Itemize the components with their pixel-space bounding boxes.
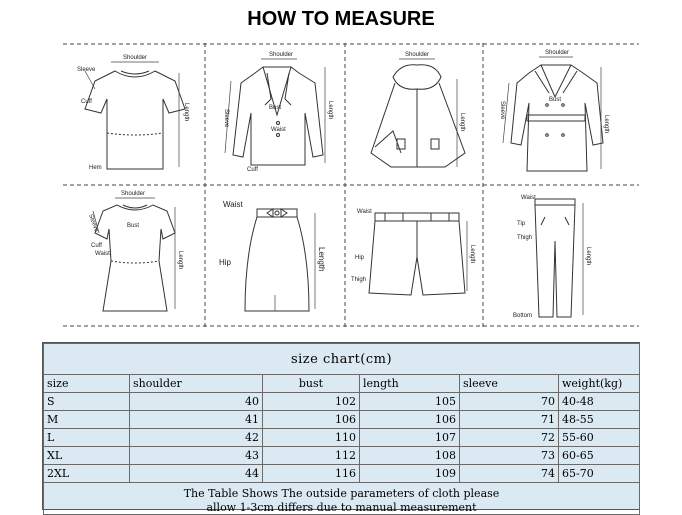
skirt-length-label: Length: [317, 247, 326, 272]
trench-sleeve-label: Sleeve: [499, 101, 505, 120]
table-row: [44, 429, 640, 447]
pants-diagram: [483, 185, 627, 327]
skirt-hip-label: Hip: [219, 258, 232, 267]
bust-cell: 116: [263, 465, 360, 483]
pants-tip-label: Tip: [517, 221, 526, 227]
size-chart-table: [43, 343, 640, 515]
pants-bottom-label: Bottom: [513, 313, 533, 319]
blazer-sleeve-label: Sleeve: [223, 109, 229, 128]
bust-cell: 106: [263, 411, 360, 429]
trench-bust-label: Bust: [549, 97, 562, 103]
trench-length-label: Length: [603, 115, 609, 134]
length-cell: 109: [360, 465, 460, 483]
shoulder-cell: 40: [130, 393, 263, 411]
shoulder-cell: 41: [130, 411, 263, 429]
shoulder-cell: 42: [130, 429, 263, 447]
col-header-bust: bust: [263, 375, 360, 393]
col-header-sleeve: sleeve: [460, 375, 559, 393]
trench-coat-diagram: [483, 43, 627, 185]
weight-cell: 60-65: [559, 447, 640, 465]
page-title: HOW TO MEASURE: [247, 8, 435, 30]
dress-cuff-label: Cuff: [91, 243, 102, 249]
skirt-diagram: [205, 185, 349, 327]
blazer-bust-label: Bust: [269, 105, 282, 111]
shorts-waist-label: Waist: [357, 209, 372, 215]
blazer-cuff-label: Cuff: [247, 167, 258, 173]
skirt-waist-label: Waist: [223, 200, 243, 209]
size-cell: XL: [44, 447, 130, 465]
table-row: [44, 393, 640, 411]
size-chart: [42, 342, 640, 514]
footer-row-1: [44, 483, 640, 501]
length-cell: 105: [360, 393, 460, 411]
tshirt-shoulder-label: Shoulder: [123, 55, 148, 61]
pants-waist-label: Waist: [521, 195, 536, 201]
size-chart-caption-row: [44, 344, 640, 375]
weight-cell: 55-60: [559, 429, 640, 447]
tshirt-length-label: Length: [183, 103, 189, 122]
dress-length-label: Length: [177, 251, 183, 270]
dress-waist-label: Waist: [95, 251, 110, 257]
col-header-size: size: [44, 375, 130, 393]
sleeve-cell: 70: [460, 393, 559, 411]
tshirt-hem-label: Hem: [89, 165, 102, 171]
bust-cell: 112: [263, 447, 360, 465]
weight-cell: 48-55: [559, 411, 640, 429]
table-row: [44, 447, 640, 465]
size-cell: S: [44, 393, 130, 411]
shorts-length-label: Length: [469, 245, 475, 264]
weight-cell: 40-48: [559, 393, 640, 411]
weight-cell: 65-70: [559, 465, 640, 483]
col-header-shoulder: shoulder: [130, 375, 263, 393]
shorts-hip-label: Hip: [355, 255, 365, 261]
shoulder-cell: 44: [130, 465, 263, 483]
blazer-waist-label: Waist: [271, 127, 286, 133]
tshirt-diagram: [63, 43, 207, 185]
table-row: [44, 411, 640, 429]
dress-diagram: [63, 185, 207, 327]
size-cell: M: [44, 411, 130, 429]
measurement-diagrams: [63, 43, 639, 327]
pants-thigh-label: Thigh: [517, 235, 533, 241]
blazer-length-label: Length: [327, 101, 333, 120]
size-chart-note-line-1: The Table Shows The outside parameters of cloth please: [44, 483, 640, 501]
sleeve-cell: 71: [460, 411, 559, 429]
sleeve-cell: 74: [460, 465, 559, 483]
tshirt-cuff-label: Cuff: [81, 99, 92, 105]
cape-shoulder-label: Shoulder: [405, 52, 430, 58]
footer-row-2: [44, 500, 640, 515]
size-cell: L: [44, 429, 130, 447]
trench-shoulder-label: Shoulder: [545, 50, 570, 56]
sleeve-cell: 73: [460, 447, 559, 465]
length-cell: 107: [360, 429, 460, 447]
cape-coat-diagram: [345, 43, 489, 185]
sleeve-cell: 72: [460, 429, 559, 447]
bust-cell: 102: [263, 393, 360, 411]
pants-length-label: Length: [585, 247, 591, 266]
bust-cell: 110: [263, 429, 360, 447]
col-header-weight: weight(kg): [559, 375, 640, 393]
tshirt-sleeve-label: Sleeve: [77, 67, 96, 73]
size-chart-header-row: [44, 375, 640, 393]
length-cell: 106: [360, 411, 460, 429]
size-cell: 2XL: [44, 465, 130, 483]
cape-length-label: Length: [459, 113, 465, 132]
shoulder-cell: 43: [130, 447, 263, 465]
blazer-shoulder-label: Shoulder: [269, 52, 294, 58]
shorts-thigh-label: Thigh: [351, 277, 367, 283]
dress-bust-label: Bust: [127, 223, 140, 229]
dress-shoulder-label: Shoulder: [121, 191, 146, 197]
size-chart-caption: size chart(cm): [44, 344, 640, 375]
col-header-length: length: [360, 375, 460, 393]
dress-sleeve-label: Sleeve: [87, 213, 100, 233]
length-cell: 108: [360, 447, 460, 465]
shorts-diagram: [345, 185, 489, 327]
size-chart-note-line-2: allow 1-3cm differs due to manual measurement: [44, 500, 640, 515]
blazer-diagram: [205, 43, 349, 185]
table-row: [44, 465, 640, 483]
